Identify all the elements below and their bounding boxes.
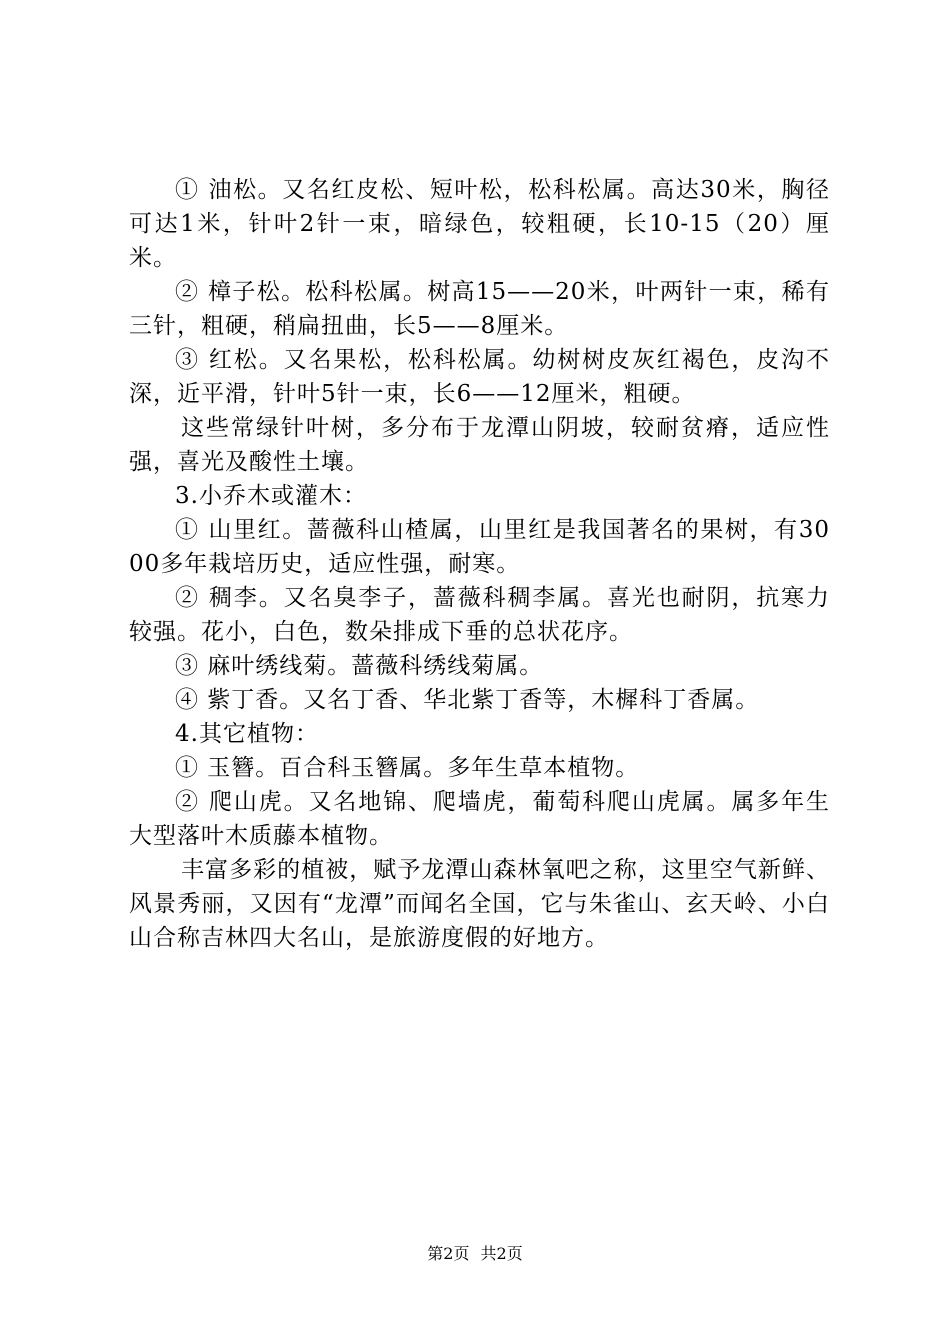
paragraph-spiraea: ③ 麻叶绣线菊。蔷薇科绣线菊属。 [175, 653, 544, 679]
section-heading-other-plants: 4.其它植物： [175, 721, 319, 747]
paragraph-korean-pine: ③ 红松。又名果松，松科松属。幼树树皮灰红褐色，皮沟不深，近平滑，针叶5针一束，长6——12厘米，粗硬。 [129, 347, 830, 407]
page-number-total: 共2页 [480, 1244, 523, 1263]
paragraph-lilac: ④ 紫丁香。又名丁香、华北紫丁香等，木樨科丁香属。 [175, 687, 760, 713]
paragraph-youpine: ① 油松。又名红皮松、短叶松，松科松属。高达30米，胸径可达1米，针叶2针一束，暗绿色，较粗硬，长10-15（20）厘米。 [129, 177, 830, 271]
paragraph-conclusion: 丰富多彩的植被，赋予龙潭山森林氧吧之称，这里空气新鲜、风景秀丽，又因有“龙潭”而闻名全国，它与朱雀山、玄天岭、小白山合称吉林四大名山，是旅游度假的好地方。 [129, 857, 830, 951]
document-body [129, 173, 830, 955]
paragraph-zhangzi-pine: ② 樟子松。松科松属。树高15——20米，叶两针一束，稀有三针，粗硬，稍扁扭曲，长5——8厘米。 [129, 279, 830, 339]
paragraph-bird-cherry: ② 稠李。又名臭李子，蔷薇科稠李属。喜光也耐阴，抗寒力较强。花小，白色，数朵排成下垂的总状花序。 [129, 585, 830, 645]
paragraph-boston-ivy: ② 爬山虎。又名地锦、爬墙虎，葡萄科爬山虎属。属多年生大型落叶木质藤本植物。 [129, 789, 830, 849]
page-footer [0, 1242, 950, 1266]
page-number-current: 第2页 [427, 1244, 470, 1263]
paragraph-conifer-summary: 这些常绿针叶树，多分布于龙潭山阴坡，较耐贫瘠，适应性强，喜光及酸性土壤。 [129, 415, 830, 475]
paragraph-hosta: ① 玉簪。百合科玉簪属。多年生草本植物。 [175, 755, 640, 781]
section-heading-shrubs: 3.小乔木或灌木： [175, 483, 367, 509]
paragraph-hawthorn: ① 山里红。蔷薇科山楂属，山里红是我国著名的果树，有3000多年栽培历史，适应性强，耐寒。 [129, 517, 830, 577]
